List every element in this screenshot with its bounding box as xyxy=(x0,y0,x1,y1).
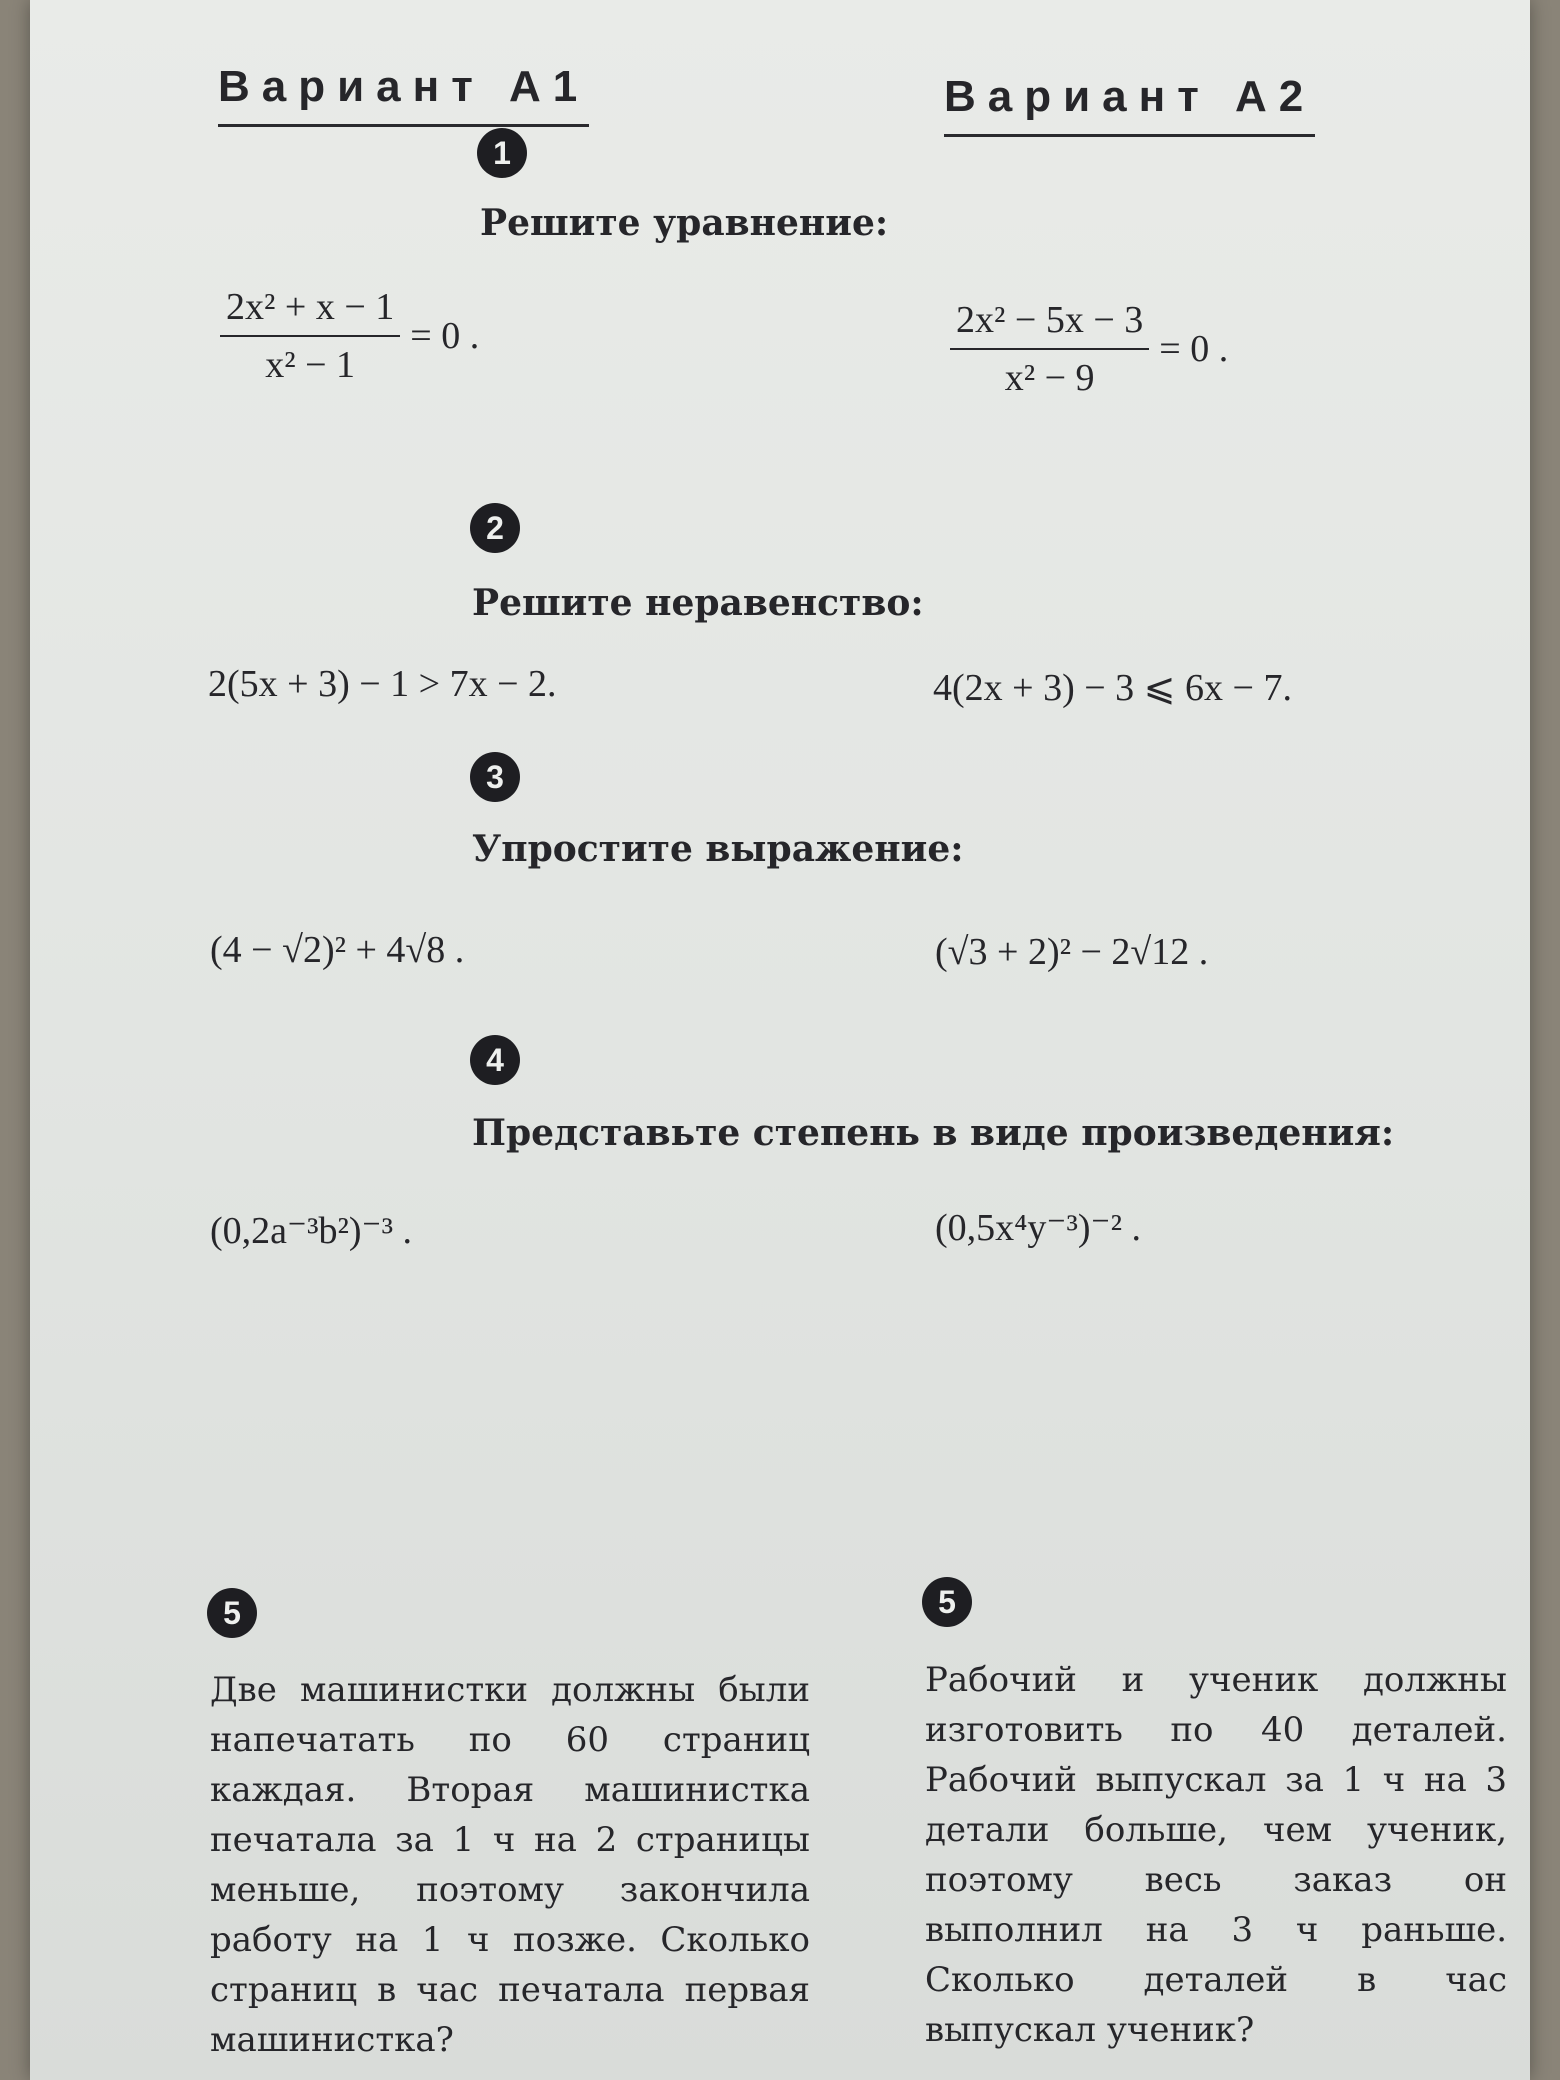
task-1-a2-equation xyxy=(950,298,1228,400)
task-4-heading: Представьте степень в виде произведения: xyxy=(472,1112,1395,1154)
task-2-heading: Решите неравенство: xyxy=(472,582,924,624)
task-2-a2-inequality: 4(2x + 3) − 3 ⩽ 6x − 7. xyxy=(933,667,1292,709)
task-5-a1-word-problem: Две машинистки должны были напечатать по 60 страниц каждая. Вторая машинистка печатала за 1 ч на 2 страницы меньше, поэтому закончила работу на 1 ч позже. Сколько страниц в час печатала первая машинистка? xyxy=(210,1670,810,2060)
task-1-a1-numerator: 2x² + x − 1 xyxy=(220,285,400,337)
task-2-number-badge: 2 xyxy=(470,503,520,553)
task-4-number-badge: 4 xyxy=(470,1035,520,1085)
task-3-a1-expression: (4 − √2)² + 4√8 . xyxy=(210,929,465,971)
task-4-a2-expression: (0,5x⁴y⁻³)⁻² . xyxy=(935,1207,1141,1249)
task-3-number-badge: 3 xyxy=(470,752,520,802)
task-1-a2-numerator: 2x² − 5x − 3 xyxy=(950,298,1149,350)
task-1-number-badge: 1 xyxy=(477,128,527,178)
task-1-a2-rhs: = 0 . xyxy=(1159,328,1229,370)
variant-a2-title: Вариант А2 xyxy=(944,72,1315,137)
variant-a1-title: Вариант А1 xyxy=(218,62,589,127)
task-3-a2-expression: (√3 + 2)² − 2√12 . xyxy=(935,931,1209,973)
task-4-a1-expression: (0,2a⁻³b²)⁻³ . xyxy=(210,1210,412,1252)
task-1-a1-equation xyxy=(220,285,479,387)
task-5-a2-number-badge: 5 xyxy=(922,1577,972,1627)
task-1-heading: Решите уравнение: xyxy=(480,202,889,244)
task-2-a1-inequality: 2(5x + 3) − 1 > 7x − 2. xyxy=(208,663,557,705)
task-1-a2-fraction xyxy=(950,298,1149,400)
task-5-a1-number-badge: 5 xyxy=(207,1588,257,1638)
task-1-a2-denominator: x² − 9 xyxy=(1004,357,1095,399)
task-1-a1-fraction xyxy=(220,285,400,387)
task-1-a1-rhs: = 0 . xyxy=(410,315,480,357)
task-5-a2-word-problem: Рабочий и ученик должны изготовить по 40 деталей. Рабочий выпускал за 1 ч на 3 детали больше, чем ученик, поэтому весь заказ он выполнил на 3 ч раньше. Сколько деталей в час выпускал ученик? xyxy=(925,1660,1507,2050)
task-1-a1-denominator: x² − 1 xyxy=(265,344,356,386)
task-3-heading: Упростите выражение: xyxy=(472,828,964,870)
